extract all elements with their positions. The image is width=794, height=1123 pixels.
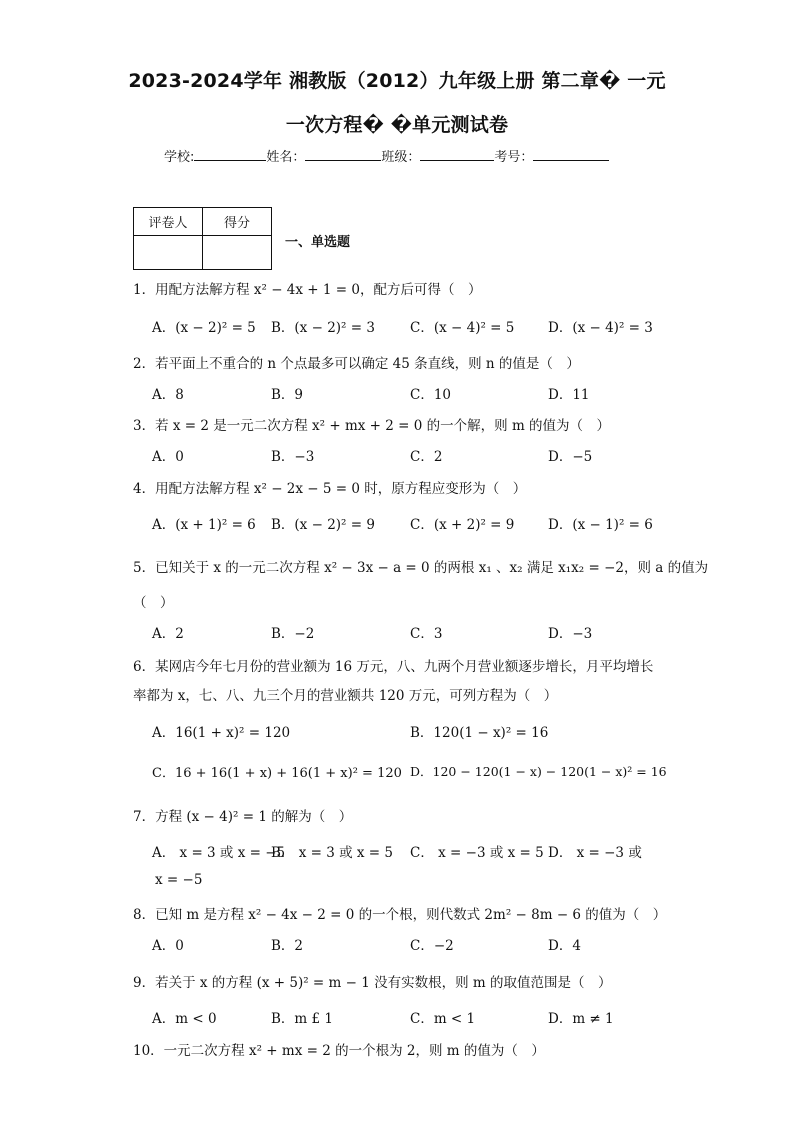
- q3-option-d[interactable]: D．−5: [548, 449, 593, 465]
- q5-option-d[interactable]: D．−3: [548, 626, 593, 642]
- q4-option-b[interactable]: B．(x − 2)² = 9: [271, 517, 375, 533]
- q2-option-c[interactable]: C．10: [410, 387, 452, 403]
- q9-option-b[interactable]: B．m £ 1: [271, 1011, 333, 1027]
- q6-option-d[interactable]: D．120 − 120(1 − x) − 120(1 − x)² = 16: [410, 764, 667, 779]
- reviewer-header: 评卷人: [134, 208, 203, 236]
- q2-option-b[interactable]: B．9: [271, 387, 304, 403]
- score-cell[interactable]: [203, 236, 272, 270]
- q5-option-c[interactable]: C．3: [410, 626, 443, 642]
- q9-option-c[interactable]: C．m < 1: [410, 1011, 476, 1027]
- question-10-stem: 10．一元二次方程 x² + mx = 2 的一个根为 2，则 m 的值为（ ）: [133, 1043, 545, 1059]
- question-6-stem: 6．某网店今年七月份的营业额为 16 万元，八、九两个月营业额逐步增长，月平均增长: [133, 659, 654, 675]
- q4-option-a[interactable]: A．(x + 1)² = 6: [152, 517, 256, 533]
- q3-option-b[interactable]: B．−3: [271, 449, 315, 465]
- q6-option-b[interactable]: B．120(1 − x)² = 16: [410, 725, 549, 741]
- question-1-stem: 1．用配方法解方程 x² − 4x + 1 = 0，配方后可得（ ）: [133, 282, 482, 298]
- question-2-stem: 2．若平面上不重合的 n 个点最多可以确定 45 条直线，则 n 的值是（ ）: [133, 356, 580, 372]
- q2-option-d[interactable]: D．11: [548, 387, 590, 403]
- q8-option-c[interactable]: C．−2: [410, 938, 454, 954]
- number-label: 考号：: [494, 150, 534, 165]
- question-7-stem: 7．方程 (x − 4)² = 1 的解为（ ）: [133, 809, 353, 825]
- question-3-stem: 3．若 x = 2 是一元二次方程 x² + mx + 2 = 0 的一个解，则 m 的值为（ ）: [133, 418, 611, 434]
- question-6-stem-cont: 率都为 x，七、八、九三个月的营业额共 120 万元，可列方程为（ ）: [133, 688, 558, 704]
- score-table: [133, 207, 272, 270]
- q7-option-d-cont: x = −5: [155, 872, 203, 888]
- q1-option-a[interactable]: A．(x − 2)² = 5: [152, 320, 256, 336]
- q7-option-c[interactable]: C． x = −3 或 x = 5: [410, 845, 544, 861]
- q4-option-d[interactable]: D．(x − 1)² = 6: [548, 517, 653, 533]
- q7-option-b[interactable]: B． x = 3 或 x = 5: [271, 845, 393, 861]
- q5-option-b[interactable]: B．−2: [271, 626, 315, 642]
- number-blank[interactable]: [533, 148, 609, 161]
- q5-option-a[interactable]: A．2: [152, 626, 184, 642]
- q4-option-c[interactable]: C．(x + 2)² = 9: [410, 517, 515, 533]
- section-heading: 一、单选题: [285, 235, 351, 250]
- q6-option-c[interactable]: C．16 + 16(1 + x) + 16(1 + x)² = 120: [152, 766, 402, 781]
- q1-option-c[interactable]: C．(x − 4)² = 5: [410, 320, 515, 336]
- question-8-stem: 8．已知 m 是方程 x² − 4x − 2 = 0 的一个根，则代数式 2m² − 8m − 6 的值为（ ）: [133, 907, 667, 923]
- q9-option-a[interactable]: A．m < 0: [152, 1011, 217, 1027]
- school-label: 学校:: [164, 150, 195, 165]
- reviewer-cell[interactable]: [134, 236, 203, 270]
- q8-option-d[interactable]: D．4: [548, 938, 581, 954]
- class-label: 班级：: [381, 150, 421, 165]
- q6-option-a[interactable]: A．16(1 + x)² = 120: [152, 725, 291, 741]
- q1-option-d[interactable]: D．(x − 4)² = 3: [548, 320, 653, 336]
- question-4-stem: 4．用配方法解方程 x² − 2x − 5 = 0 时，原方程应变形为（ ）: [133, 481, 527, 497]
- q8-option-b[interactable]: B．2: [271, 938, 304, 954]
- name-label: 姓名：: [266, 150, 306, 165]
- question-5-stem-cont: （ ）: [133, 595, 174, 611]
- question-9-stem: 9．若关于 x 的方程 (x + 5)² = m − 1 没有实数根，则 m 的取值范围是（ ）: [133, 975, 612, 991]
- q2-option-a[interactable]: A．8: [152, 387, 184, 403]
- class-blank[interactable]: [420, 148, 494, 161]
- q3-option-c[interactable]: C．2: [410, 449, 443, 465]
- school-blank[interactable]: [194, 148, 266, 161]
- name-blank[interactable]: [305, 148, 381, 161]
- student-info-line: [164, 146, 609, 165]
- q7-option-a[interactable]: A． x = 3 或 x = −5: [152, 845, 286, 861]
- q9-option-d[interactable]: D．m ≠ 1: [548, 1011, 614, 1027]
- title-line-2: 一次方程� �单元测试卷: [285, 114, 509, 136]
- q3-option-a[interactable]: A．0: [152, 449, 184, 465]
- q8-option-a[interactable]: A．0: [152, 938, 184, 954]
- question-5-stem: 5．已知关于 x 的一元二次方程 x² − 3x − a = 0 的两根 x₁ 、x₂ 满足 x₁x₂ = −2，则 a 的值为: [133, 560, 709, 576]
- score-header: 得分: [203, 208, 272, 236]
- q7-option-d[interactable]: D． x = −3 或: [548, 845, 642, 861]
- q1-option-b[interactable]: B．(x − 2)² = 3: [271, 320, 375, 336]
- title-line-1: 2023-2024学年 湘教版（2012）九年级上册 第二章� 一元: [128, 70, 666, 92]
